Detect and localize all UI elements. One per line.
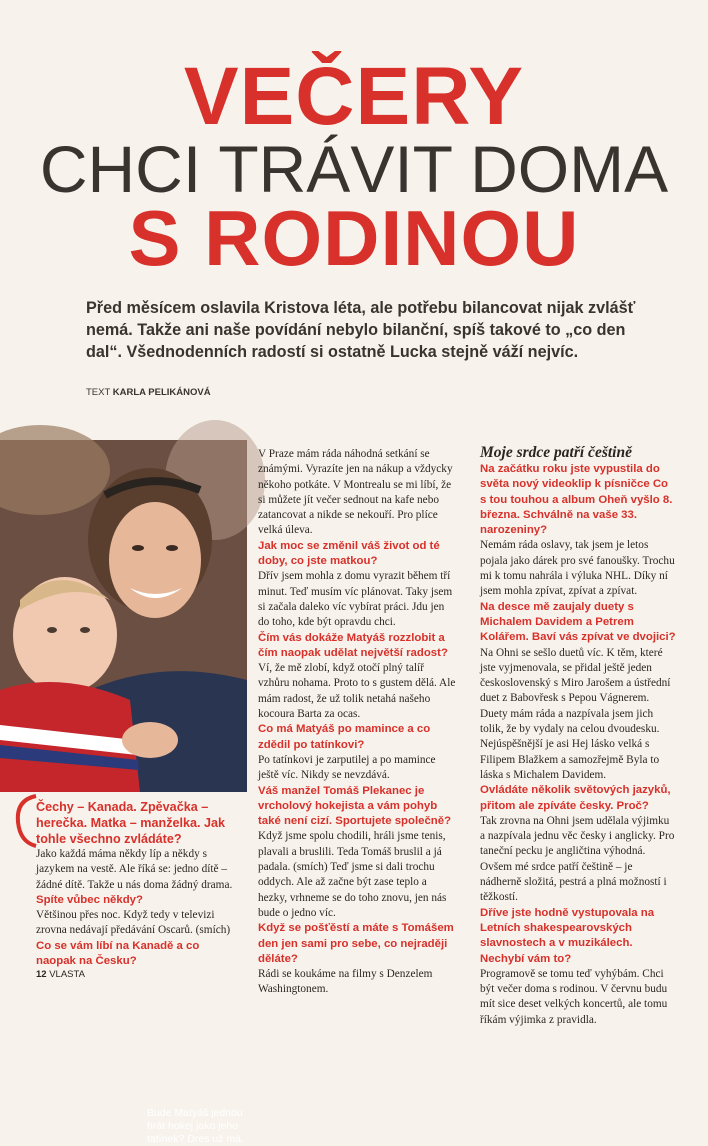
question: Spíte vůbec někdy? — [36, 893, 143, 906]
question: Čím vás dokáže Matyáš rozzlobit a čím naopak udělat největší radost? — [258, 631, 448, 659]
photo-caption: Bude Matyáš jednou hrát hokej jako jeho tatínek? Dres už má. — [147, 1107, 244, 1145]
page-footer — [36, 969, 85, 980]
byline — [86, 387, 211, 398]
answer: Rádi se koukáme na filmy s Denzelem Washingtonem. — [258, 968, 433, 996]
magazine-name: VLASTA — [49, 969, 85, 980]
question: Co má Matyáš po mamince a co zdědil po tatínkovi? — [258, 723, 431, 751]
answer: Když jsme spolu chodili, hráli jsme tenis, plavali a bruslili. Teda Tomáš bruslil a já padala. (smích) Teď jsme si dali trochu oddych. Ale až začne být zase teplo a hezky, vrhneme se do toho znovu, jen nás bude o jedno víc. — [258, 830, 447, 919]
headline-line-1: VEČERY — [183, 51, 525, 142]
question: Na desce mě zaujaly duety s Michalem Davidem a Petrem Kolářem. Baví vás zpívat ve dvojici? — [480, 600, 676, 644]
answer: Většinou přes noc. Když tedy v televizi zrovna nedávají předávání Oscarů. (smích) — [36, 909, 231, 937]
byline-author: KARLA PELIKÁNOVÁ — [112, 387, 211, 398]
answer: Ví, že mě zlobí, když otočí plný talíř vzhůru nohama. Proto to s gustem dělá. Ale mám radost, že už tolik netahá našeho kocoura Barta za ocas. — [258, 662, 456, 721]
question: Na začátku roku jste vypustila do světa nový videoklip k písničce Co s tou touhou a album Oheň vyšlo 8. března. Schválně na vaše 33. narozeniny? — [480, 463, 673, 537]
byline-prefix: TEXT — [86, 387, 111, 398]
answer: Jako každá máma někdy líp a někdy s jazykem na vestě. Ale říká se: jedno dítě – žádné dítě. Takže u nás doma žádný drama. — [36, 848, 233, 891]
page-number: 12 — [36, 969, 47, 980]
photo-illustration — [0, 440, 247, 792]
column-3 — [480, 444, 676, 1028]
answer: Po tatínkovi je zarputilej a po mamince ještě víc. Nikdy se nevzdává. — [258, 753, 436, 782]
answer: Tak zrovna na Ohni jsem udělala výjimku a nazpívala jednu věc česky i anglicky. Pro taneční pecku je angličtina výhodná. Ovšem mé srdce patří češtině – je nádherně složitá, pestrá a plná možností i těžkostí. — [480, 814, 675, 904]
question: Váš manžel Tomáš Plekanec je vrcholový hokejista a vám pohyb také není cizí. Sportujete společně? — [258, 784, 452, 828]
headline-line-2: CHCI TRÁVIT DOMA — [39, 132, 669, 206]
question: Ovládáte několik světových jazyků, přitom ale zpíváte česky. Proč? — [480, 784, 671, 812]
answer: V Praze mám ráda náhodná setkání se známými. Vyrazíte jen na nákup a vždycky někoho potkáte. V Montrealu se mi líbí, že si můžete jít večer sednout na kafe nebo zatancovat a nikde se nekouří. Pro plíce velká úleva. — [258, 448, 453, 537]
sidebar-box-title: Moje srdce patří češtině — [480, 444, 632, 461]
answer: Dřív jsem mohla z domu vyrazit během tří minut. Teď musím víc plánovat. Taky jsem si začala daleko víc vybírat práci. Jdu jen do toho, kde být opravdu chci. — [258, 570, 453, 629]
answer: Programově se tomu teď vyhýbám. Chci být večer doma s rodinou. V červnu budu mít sice deset velkých koncertů, ale tomu říkám výjimka z pravidla. — [480, 967, 668, 1026]
question: Když se pošťěstí a máte s Tomášem den jen sami pro sebe, co nejraději děláte? — [258, 922, 454, 965]
headline-line-3: S RODINOU — [128, 194, 580, 282]
column-1 — [36, 799, 236, 969]
answer: Na Ohni se sešlo duetů víc. K těm, které jste vyjmenovala, se přidal ještě jeden československý s Miro Jarošem a ústřední duet z Babovřesk s Pepou Vágnerem. Duety mám ráda a nazpívala jsem jich tolik, že by vydaly na celou dvoudesku. Nejúspěšnější je asi Hej lásko velká s Filipem Blažkem a samozřejmě Byla to láska s Michalem Davidem. — [480, 646, 671, 781]
question: Co se vám líbí na Kanadě a co naopak na Česku? — [36, 939, 200, 968]
question: Dříve jste hodně vystupovala na Letních shakespearovských slavnostech a v muzikálech. Nechybí vám to? — [480, 906, 655, 965]
question: Čechy – Kanada. Zpěvačka – herečka. Matka – manželka. Jak tohle všechno zvládáte? — [36, 800, 226, 846]
answer: Nemám ráda oslavy, tak jsem je letos pojala jako dárek pro své fanoušky. Trochu mi k tomu nahrála i výluka NHL. Díky ní jsem mohla zpívat, zpívat a zpívat. — [480, 539, 675, 598]
question: Jak moc se změnil váš život od té doby, co jste matkou? — [258, 539, 440, 568]
lead-paragraph: Před měsícem oslavila Kristova léta, ale potřebu bilancovat nijak zvlášť nemá. Takže ani naše povídání nebylo bilanční, spíš takové to „co den dal“. Všednodenních radostí si ostatně Lucka stejně váží nejvíc. — [86, 299, 636, 361]
column-2 — [258, 447, 458, 998]
